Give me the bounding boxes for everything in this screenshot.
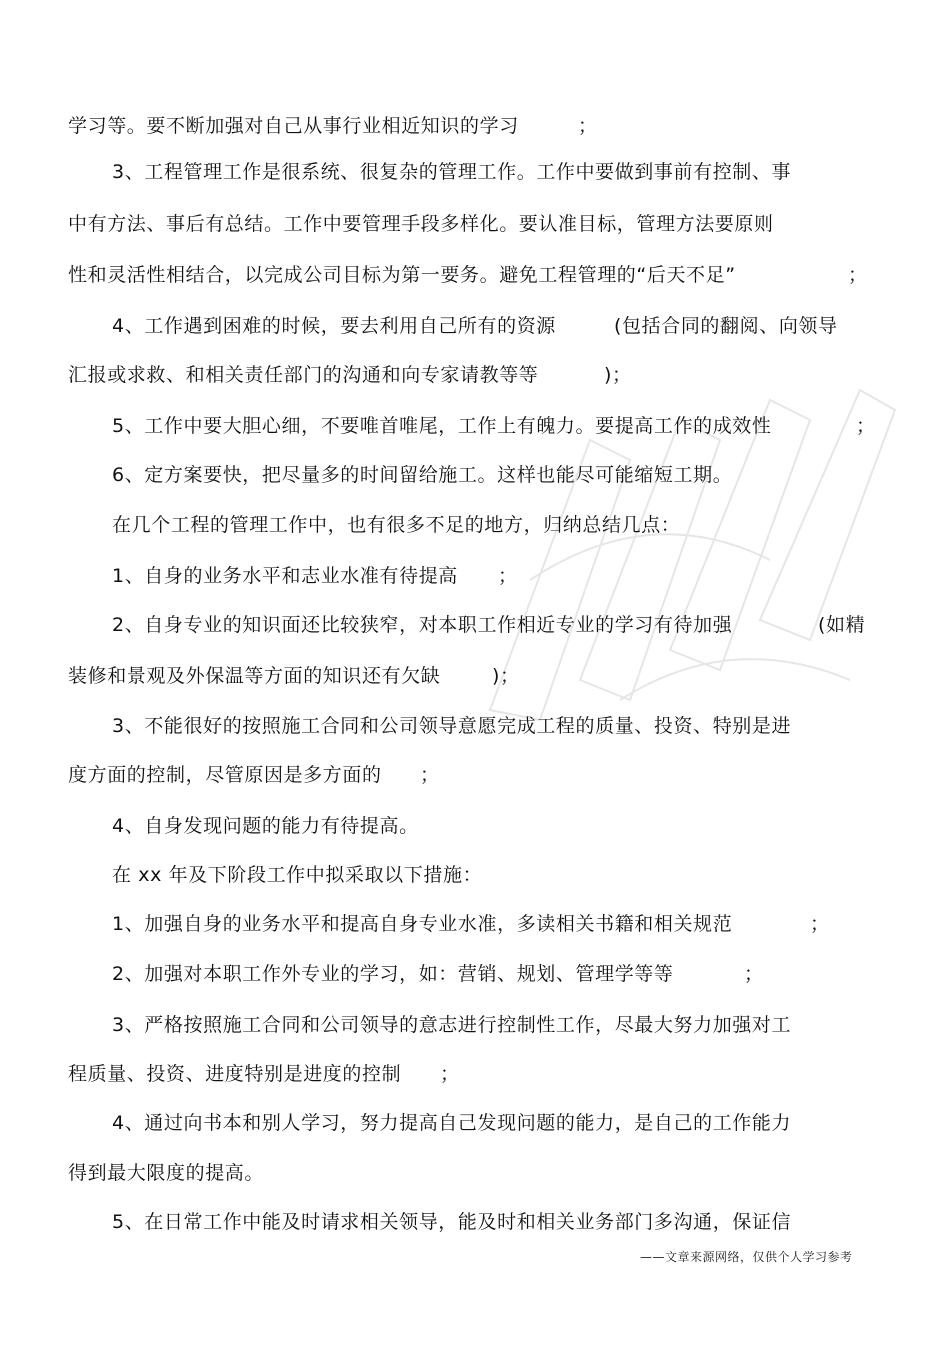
- footer-note: ——文章来源网络，仅供个人学习参考: [640, 1250, 853, 1264]
- text-fragment: 装修和景观及外保温等方面的知识还有欠缺: [68, 665, 441, 687]
- text-fragment: 3、不能很好的按照施工合同和公司领导意愿完成工程的质量、投资、特别是进: [112, 715, 792, 737]
- text-fragment: 得到最大限度的提高。: [68, 1162, 265, 1184]
- text-fragment: ；: [810, 913, 830, 935]
- text-fragment: )；: [604, 364, 632, 386]
- text-fragment: ；: [578, 115, 598, 137]
- text-fragment: 4、自身发现问题的能力有待提高。: [112, 815, 419, 837]
- text-fragment: 2、加强对本职工作外专业的学习，如：营销、规划、管理学等等: [112, 963, 674, 985]
- text-fragment: 4、通过向书本和别人学习，努力提高自己发现问题的能力，是自己的工作能力: [112, 1112, 792, 1134]
- text-fragment: 5、在日常工作中能及时请求相关领导，能及时和相关业务部门多沟通，保证信: [112, 1211, 792, 1233]
- text-fragment: )；: [492, 665, 520, 687]
- text-fragment: 4、工作遇到困难的时候，要去利用自己所有的资源: [112, 315, 556, 337]
- text-fragment: (如精: [818, 614, 866, 636]
- text-fragment: ；: [744, 963, 764, 985]
- text-fragment: 学习等。要不断加强对自己从事行业相近知识的学习: [68, 115, 519, 137]
- text-fragment: 度方面的控制，尽管原因是多方面的: [68, 764, 382, 786]
- text-fragment: ；: [440, 1063, 460, 1085]
- text-fragment: 性和灵活性相结合，以完成公司目标为第一要务。避免工程管理的“后天不足”: [68, 264, 736, 286]
- text-fragment: (包括合同的翻阅、向领导: [614, 315, 838, 337]
- text-fragment: 3、严格按照施工合同和公司领导的意志进行控制性工作，尽最大努力加强对工: [112, 1014, 792, 1036]
- text-fragment: 6、定方案要快，把尽量多的时间留给施工。这样也能尽可能缩短工期。: [112, 464, 733, 486]
- text-fragment: ；: [498, 565, 518, 587]
- text-fragment: 汇报或求救、和相关责任部门的沟通和向专家请教等等: [68, 364, 539, 386]
- text-fragment: 1、加强自身的业务水平和提高自身专业水准，多读相关书籍和相关规范: [112, 913, 733, 935]
- text-fragment: 在 xx 年及下阶段工作中拟采取以下措施：: [112, 864, 483, 886]
- text-fragment: ；: [420, 764, 440, 786]
- text-fragment: 3、工程管理工作是很系统、很复杂的管理工作。工作中要做到事前有控制、事: [112, 161, 792, 183]
- text-fragment: ；: [848, 264, 868, 286]
- text-fragment: 程质量、投资、进度特别是进度的控制: [68, 1063, 402, 1085]
- text-fragment: 中有方法、事后有总结。工作中要管理手段多样化。要认准目标，管理方法要原则: [68, 213, 774, 235]
- text-fragment: 2、自身专业的知识面还比较狭窄，对本职工作相近专业的学习有待加强: [112, 614, 733, 636]
- text-fragment: 1、自身的业务水平和志业水准有待提高: [112, 565, 458, 587]
- text-fragment: ；: [856, 415, 876, 437]
- text-fragment: 在几个工程的管理工作中，也有很多不足的地方，归纳总结几点：: [112, 514, 681, 536]
- text-fragment: 5、工作中要大胆心细，不要唯首唯尾，工作上有魄力。要提高工作的成效性: [112, 415, 772, 437]
